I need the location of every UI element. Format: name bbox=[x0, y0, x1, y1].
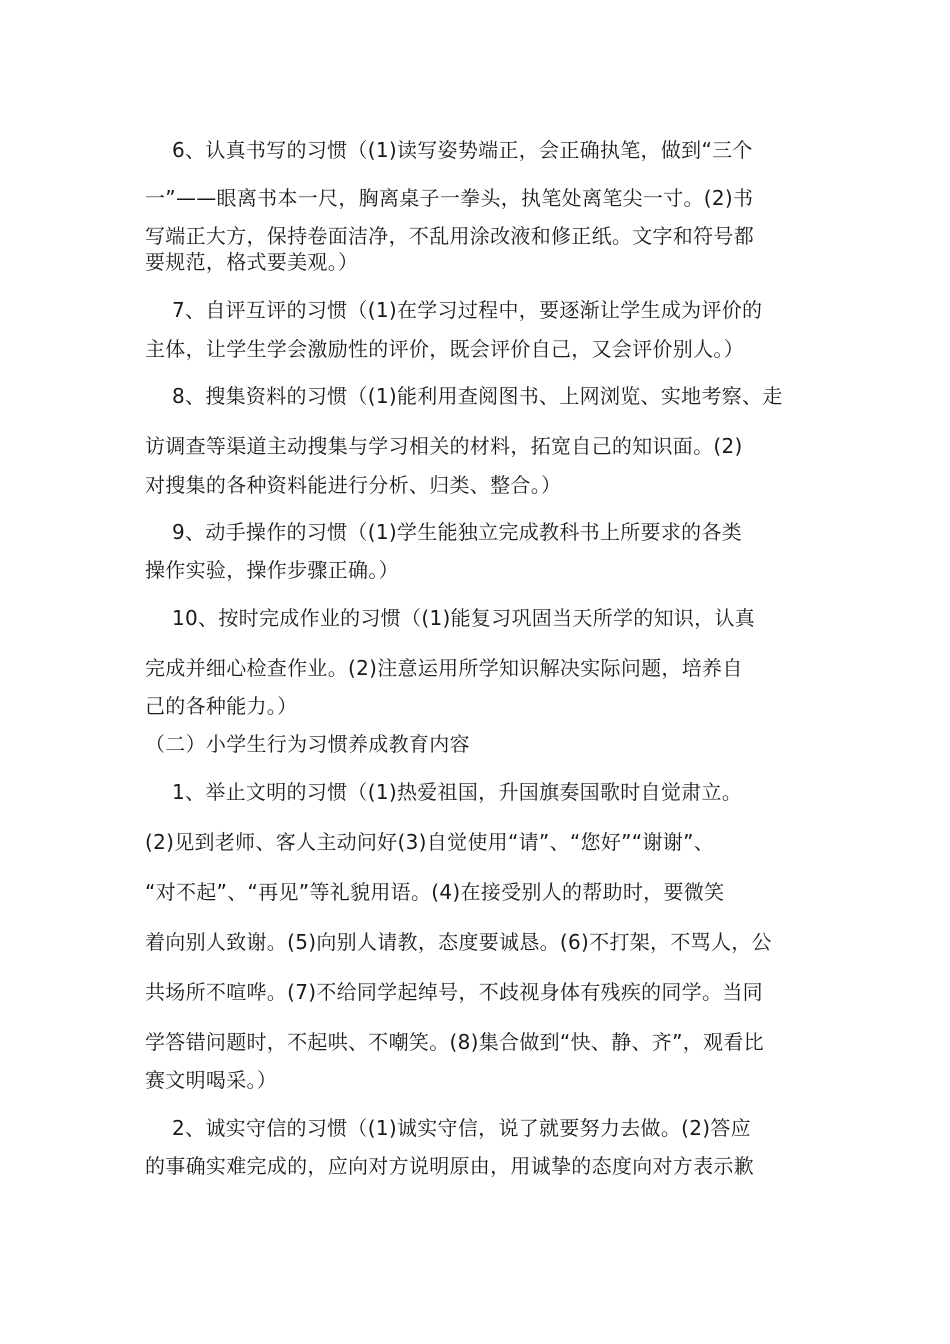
text-line: 要规范，格式要美观。） bbox=[145, 250, 359, 274]
text-line: “对不起”、“再见”等礼貌用语。(4)在接受别人的帮助时，要微笑 bbox=[145, 880, 725, 904]
text-line: 一”——眼离书本一尺，胸离桌子一拳头，执笔处离笔尖一寸。(2)书 bbox=[145, 186, 754, 210]
text-line: 1、举止文明的习惯（(1)热爱祖国，升国旗奏国歌时自觉肃立。 bbox=[172, 780, 743, 804]
text-line: 8、搜集资料的习惯（(1)能利用查阅图书、上网浏览、实地考察、走 bbox=[172, 384, 783, 408]
text-line: 共场所不喧哗。(7)不给同学起绰号，不歧视身体有残疾的同学。当同 bbox=[145, 980, 763, 1004]
text-line: 9、动手操作的习惯（(1)学生能独立完成教科书上所要求的各类 bbox=[172, 520, 743, 544]
text-line: 操作实验，操作步骤正确。） bbox=[145, 558, 399, 582]
text-line: 完成并细心检查作业。(2)注意运用所学知识解决实际问题，培养自 bbox=[145, 656, 743, 680]
text-line: 主体，让学生学会激励性的评价，既会评价自己，又会评价别人。） bbox=[145, 337, 744, 361]
text-line: 己的各种能力。） bbox=[145, 694, 298, 718]
text-line: 写端正大方，保持卷面洁净，不乱用涂改液和修正纸。文字和符号都 bbox=[145, 224, 754, 248]
text-line: 访调查等渠道主动搜集与学习相关的材料，拓宽自己的知识面。(2) bbox=[145, 434, 743, 458]
text-line: 6、认真书写的习惯（(1)读写姿势端正，会正确执笔，做到“三个 bbox=[172, 138, 753, 162]
section-heading: （二）小学生行为习惯养成教育内容 bbox=[145, 732, 470, 756]
text-line: 赛文明喝采。） bbox=[145, 1068, 278, 1092]
text-line: 7、自评互评的习惯（(1)在学习过程中，要逐渐让学生成为评价的 bbox=[172, 298, 763, 322]
text-line: 10、按时完成作业的习惯（(1)能复习巩固当天所学的知识，认真 bbox=[172, 606, 756, 630]
text-line: 着向别人致谢。(5)向别人请教，态度要诚恳。(6)不打架，不骂人，公 bbox=[145, 930, 772, 954]
text-line: 的事确实难完成的，应向对方说明原由，用诚挚的态度向对方表示歉 bbox=[145, 1154, 754, 1178]
text-line: 学答错问题时，不起哄、不嘲笑。(8)集合做到“快、静、齐”，观看比 bbox=[145, 1030, 764, 1054]
text-line: (2)见到老师、客人主动问好(3)自觉使用“请”、“您好”“谢谢”、 bbox=[145, 830, 715, 854]
text-line: 对搜集的各种资料能进行分析、归类、整合。） bbox=[145, 473, 562, 497]
text-line: 2、诚实守信的习惯（(1)诚实守信，说了就要努力去做。(2)答应 bbox=[172, 1116, 751, 1140]
